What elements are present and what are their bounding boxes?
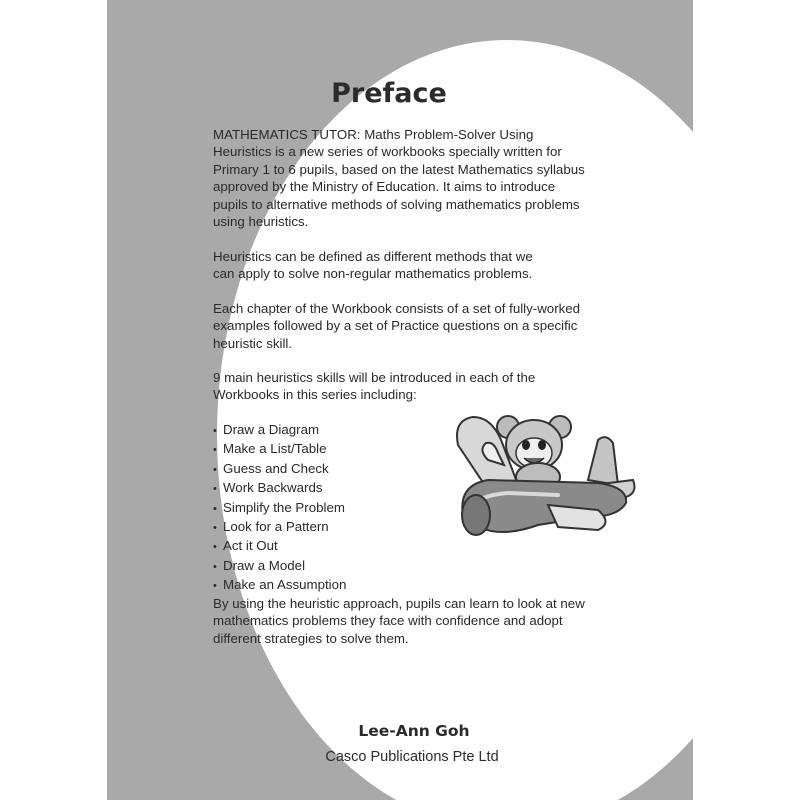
author-name: Lee-Ann Goh [358,722,470,740]
list-item: • Make an Assumption [213,576,346,595]
list-item: • Act it Out [213,537,346,556]
skills-list [213,421,346,596]
monkey-left-eye [522,440,530,450]
paragraph-skills-intro: 9 main heuristics skills will be introduced in each of the Workbooks in this series including: [213,370,536,403]
page-title: Preface [331,78,447,109]
airplane-nose [462,495,490,535]
list-item: • Guess and Check [213,460,346,479]
monkey-right-eye [538,440,546,450]
list-item: • Make a List/Table [213,440,346,459]
paragraph-intro: MATHEMATICS TUTOR: Maths Problem-Solver Using Heuristics is a new series of workbooks specially written for Primary 1 to 6 pupils, based on the latest Mathematics syllabus approved by the Ministry of Education. It aims to introduce pupils to alternative methods of solving mathematics problems using heuristics. [213,127,585,230]
list-item: • Draw a Diagram [213,421,346,440]
airplane-tail-fin [588,437,618,485]
monkey-airplane-illustration [448,405,638,555]
paragraph-chapters: Each chapter of the Workbook consists of a set of fully-worked examples followed by a set of Practice questions on a specific heuristic skill. [213,301,581,351]
paragraph-conclusion: By using the heuristic approach, pupils can learn to look at new mathematics problems they face with confidence and adopt different strategies to solve them. [213,596,585,646]
publisher-name: Casco Publications Pte Ltd [325,749,499,765]
list-item: • Draw a Model [213,557,346,576]
list-item: • Simplify the Problem [213,499,346,518]
paragraph-definition: Heuristics can be defined as different methods that we can apply to solve non-regular mathematics problems. [213,249,533,282]
list-item: • Look for a Pattern [213,518,346,537]
list-item: • Work Backwards [213,479,346,498]
